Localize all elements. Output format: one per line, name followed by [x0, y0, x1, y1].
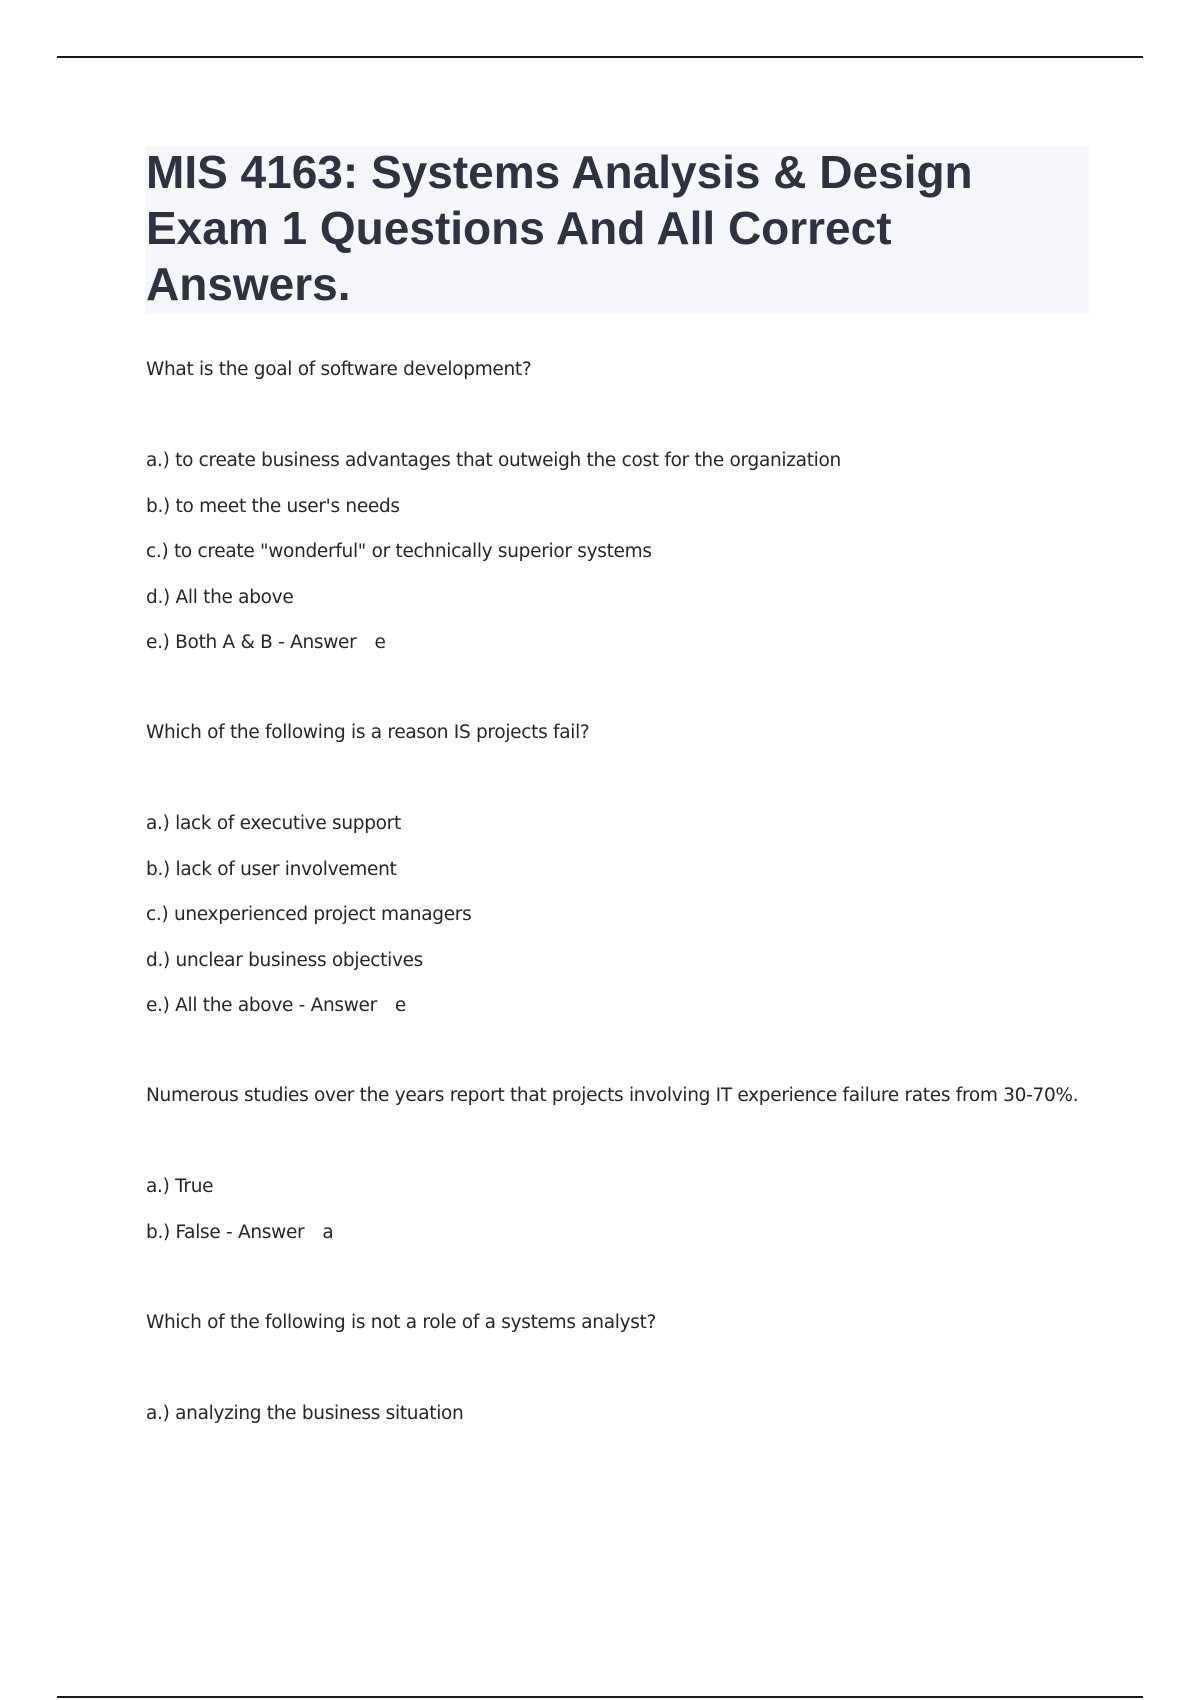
question-2-option-b: b.) lack of user involvement	[146, 859, 397, 880]
question-1-answer: e	[374, 632, 386, 653]
document-title: MIS 4163: Systems Analysis & Design Exam 1 Questions And All Correct Answers.	[146, 146, 973, 310]
question-2-option-e	[146, 994, 406, 1018]
question-1-option-a: a.) to create business advantages that outweigh the cost for the organization	[146, 450, 841, 471]
question-4-prompt: Which of the following is not a role of a systems analyst?	[146, 1312, 657, 1333]
question-2-option-a: a.) lack of executive support	[146, 813, 401, 834]
question-3-prompt: Numerous studies over the years report that projects involving IT experience failure rates from 30-70%.	[146, 1085, 1079, 1106]
question-2-prompt: Which of the following is a reason IS projects fail?	[146, 722, 590, 743]
question-1-option-c: c.) to create "wonderful" or technically superior systems	[146, 541, 652, 562]
question-2-answer: e	[394, 995, 407, 1016]
question-2-option-c: c.) unexperienced project managers	[146, 904, 472, 925]
question-1-option-e	[146, 631, 386, 655]
question-3-option-b-text: b.) False - Answer	[146, 1222, 305, 1243]
question-4-option-a: a.) analyzing the business situation	[146, 1403, 464, 1424]
question-1-prompt: What is the goal of software development?	[146, 359, 532, 380]
footer-rule	[57, 1696, 1143, 1698]
question-3-option-a: a.) True	[146, 1176, 214, 1197]
question-2-option-e-text: e.) All the above - Answer	[146, 995, 377, 1016]
question-2-option-d: d.) unclear business objectives	[146, 950, 424, 971]
header-rule	[57, 56, 1143, 58]
question-1-option-e-text: e.) Both A & B - Answer	[146, 632, 357, 653]
question-3-option-b	[146, 1221, 333, 1245]
question-1-option-b: b.) to meet the user's needs	[146, 496, 400, 517]
question-1-option-d: d.) All the above	[146, 587, 294, 608]
question-3-answer: a	[322, 1222, 334, 1243]
